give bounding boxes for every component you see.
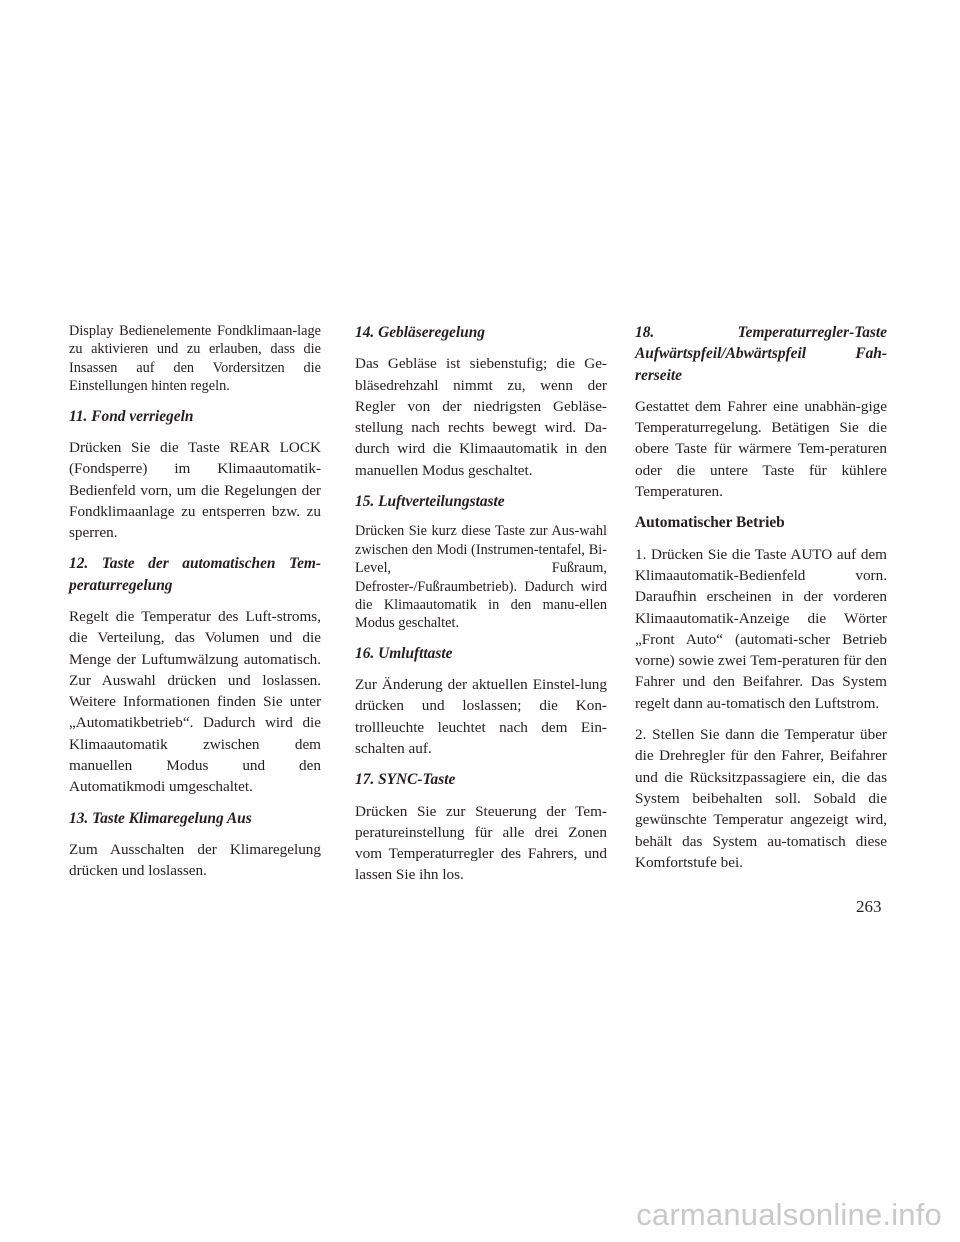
section-11-heading: 11. Fond verriegeln [69,407,194,425]
automatic-step-1: 1. Drücken Sie die Taste AUTO auf dem Klimaautomatik-Bedienfeld vorn. Daraufhin erscheinen in der vorderen Klimaautomatik-Anzeige die Wörter „Front Auto“ (automati-scher Betrieb vorne) sowie zwei Tem-peraturen für den Fahrer und den Beifahrer. Das System regelt dann au-tomatisch den Luftstrom. [635,545,887,712]
section-18-text: Gestattet dem Fahrer eine unabhän-gige Temperaturregelung. Betätigen Sie die obere Taste für wärmere Tem-peraturen oder die untere Taste für kühlere Temperaturen. [635,397,887,501]
section-12-text: Regelt die Temperatur des Luft-stroms, die Verteilung, das Volumen und die Menge der Luftumwälzung automatisch. Zur Auswahl drücken und loslassen. Weitere Informationen finden Sie unter „Automatikbetrieb“. Dadurch wird die Klimaautomatik zwischen dem manuellen Modus und den Automatikmodi umgeschaltet. [69,608,321,796]
section-15-heading: 15. Luftverteilungstaste [355,493,505,511]
section-14-heading: 14. Gebläseregelung [355,324,485,341]
automatic-operation-heading: Automatischer Betrieb [635,514,785,532]
section-17-heading: 17. SYNC-Taste [355,771,456,789]
section-13-text: Zum Ausschalten der Klimaregelung drücken und loslassen. [69,840,321,880]
page-number: 263 [856,897,882,916]
right-column [635,322,887,883]
automatic-step-2: 2. Stellen Sie dann die Temperatur über die Drehregler für den Fahrer, Beifahrer und die Rücksitzpassagiere ein, die das System beibehalten soll. Sobald die gewünschte Temperatur angezeigt wird, behält das System au-tomatisch diese Komfortstufe bei. [635,726,887,871]
section-11-text: Drücken Sie die Taste REAR LOCK (Fondsperre) im Klimaautomatik-Bedienfeld vorn, um die Regelungen der Fondklimaanlage zu entsperren bzw. zu sperren. [69,438,321,542]
middle-column [355,322,607,896]
watermark-text: carmanualsonline.info [636,1197,942,1232]
section-14-text: Das Gebläse ist siebenstufig; die Ge-bläsedrehzahl nimmt zu, wenn der Regler von der niedrigsten Gebläse-stellung nach rechts bewegt wird. Da-durch wird die Klimaautomatik in den manuellen Modus geschaltet. [355,355,607,479]
section-13-heading: 13. Taste Klimaregelung Aus [69,809,252,827]
section-16-heading: 16. Umlufttaste [355,644,453,662]
intro-paragraph: Display Bedienelemente Fondklimaan-lage zu aktivieren und zu erlauben, dass die Insassen auf den Vordersitzen die Einstellungen hinten regeln. [69,323,321,395]
section-12-heading: 12. Taste der automatischen Tem-peraturregelung [69,555,321,594]
section-16-text: Zur Änderung der aktuellen Einstel-lung drücken und loslassen; die Kon-trollleuchte leuchtet nach dem Ein-schalten auf. [355,676,607,757]
left-column [69,322,321,892]
section-15-text: Drücken Sie kurz diese Taste zur Aus-wahl zwischen den Modi (Instrumen-tentafel, Bi-Level, Fußraum, Defroster-/Fußraumbetrieb). Dadurch wird die Klimaautomatik in den manu-ellen Modus geschaltet. [355,523,607,632]
section-17-text: Drücken Sie zur Steuerung der Tem-peratureinstellung für alle drei Zonen vom Temperaturregler des Fahrers, und lassen Sie ihn los. [355,802,607,884]
section-18-heading: 18. Temperaturregler-Taste Aufwärtspfeil/Abwärtspfeil Fah-rerseite [635,324,887,384]
